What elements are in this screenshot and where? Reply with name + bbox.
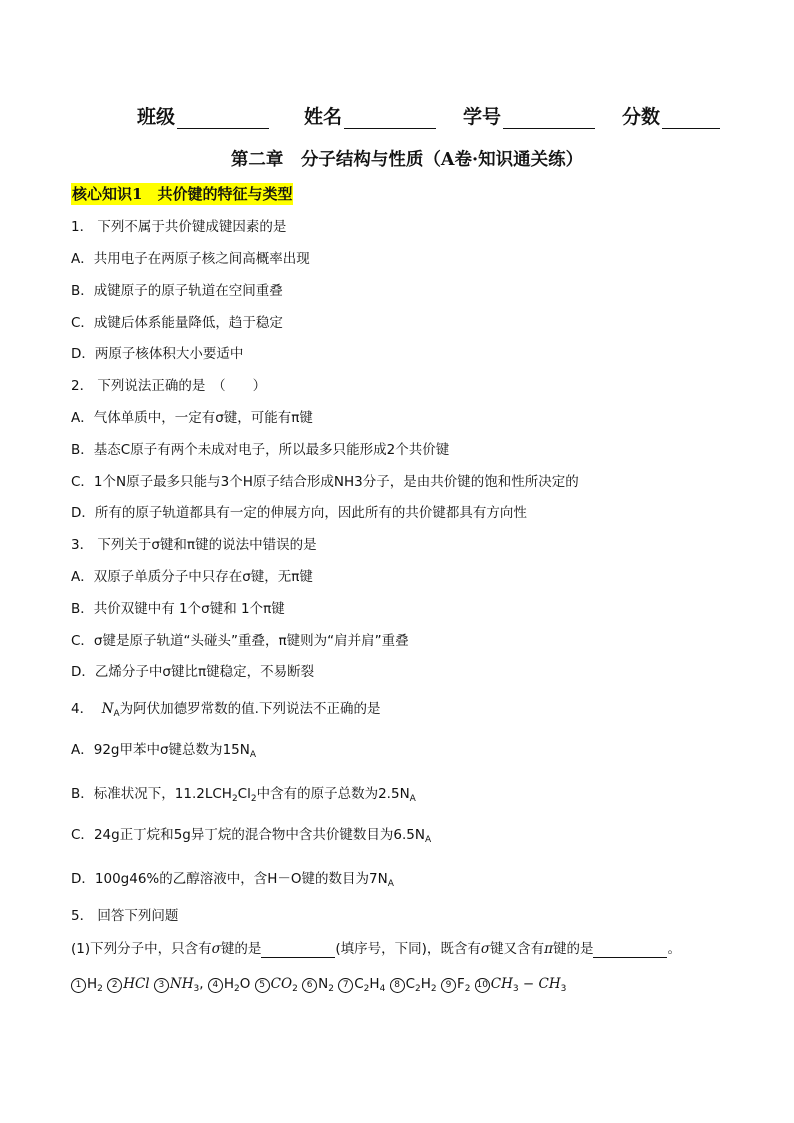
name-field [304, 102, 436, 129]
q1-option-a: A．共用电子在两原子核之间高概率出现 [71, 251, 310, 267]
molecule-f2: F [456, 976, 465, 992]
q4-option-a [71, 741, 256, 764]
pi-symbol: π [544, 941, 553, 957]
na-subscript: A [249, 750, 257, 760]
name-blank[interactable] [344, 108, 436, 129]
score-field [622, 102, 720, 129]
student-id-blank[interactable] [503, 108, 595, 129]
part-text: 键的是 [552, 941, 594, 957]
na-symbol: N [101, 701, 114, 717]
molecule-co2: CO [270, 976, 293, 992]
q4-option-b [71, 785, 416, 808]
option-text: 异丁烷的混合物中含共价键数目为 [190, 827, 394, 843]
q5-part1 [71, 940, 681, 958]
q1-option-d: D．两原子核体积大小要适中 [71, 346, 244, 362]
molecule-h2o: H [223, 976, 234, 992]
na-subscript: A [409, 794, 416, 804]
class-blank[interactable] [177, 108, 269, 129]
option-letter: A． [71, 742, 94, 758]
score-blank[interactable] [662, 108, 720, 129]
q2-option-c: C．1个N原子最多只能与3个H原子结合形成NH3分子，是由共价键的饱和性所决定的 [71, 474, 579, 490]
chlorine-symbol: Cl [237, 786, 251, 802]
count-value: 6.5N [393, 827, 425, 843]
volume-formula: 11.2LCH [174, 786, 232, 802]
answer-blank-1[interactable] [261, 943, 335, 958]
option-text: 的乙醇溶液中，含H－O键的数目为 [159, 871, 370, 887]
mass-value: 5g [173, 827, 191, 843]
answer-blank-2[interactable] [593, 943, 667, 958]
molecule-c2h2: C [405, 976, 416, 992]
section-heading: 核心知识1 共价键的特征与类型 [72, 185, 293, 203]
option-text: 甲苯中σ键总数为 [119, 742, 223, 758]
molecule-n2: N [318, 976, 329, 992]
q2-option-a: A．气体单质中，一定有σ键，可能有π键 [71, 410, 313, 426]
count-value: 7N [369, 871, 388, 887]
circled-number: 5 [255, 978, 270, 993]
mass-value: 24g [93, 827, 120, 843]
circled-number: 10 [475, 978, 490, 993]
molecule-h2: H [87, 976, 98, 992]
option-text: B．标准状况下， [71, 786, 175, 802]
part-text: (1)下列分子中，只含有 [71, 941, 212, 957]
part-text: 键的是 [220, 941, 262, 957]
class-field [137, 102, 269, 129]
q3-stem: 3． 下列关于σ键和π键的说法中错误的是 [71, 537, 317, 553]
q4-stem-text: 为阿伏加德罗常数的值.下列说法不正确的是 [119, 701, 381, 717]
molecule-ethane: CH [490, 976, 513, 992]
part-text: 键又含有 [490, 941, 545, 957]
molecule-hcl: HCl [123, 976, 150, 992]
circled-number: 9 [441, 978, 456, 993]
q3-option-d: D．乙烯分子中σ键比π键稳定，不易断裂 [71, 664, 315, 680]
q2-option-b: B．基态C原子有两个未成对电子，所以最多只能形成2个共价键 [71, 442, 450, 458]
circled-number: 8 [390, 978, 405, 993]
subscript-2: 2 [250, 794, 257, 804]
na-subscript: A [424, 835, 432, 845]
molecule-nh3: NH [169, 976, 194, 992]
sigma-symbol: σ [480, 941, 491, 957]
q2-option-d: D．所有的原子轨道都具有一定的伸展方向，因此所有的共价键都具有方向性 [71, 505, 527, 521]
q1-option-b: B．成键原子的原子轨道在空间重叠 [71, 283, 283, 299]
na-subscript: A [113, 709, 120, 719]
student-info-line [0, 102, 794, 132]
count-value: 2.5N [378, 786, 410, 802]
q1-option-c: C．成键后体系能量降低，趋于稳定 [71, 315, 283, 331]
student-id-field [463, 102, 595, 129]
q3-option-b: B．共价双键中有 1个σ键和 1个π键 [71, 601, 285, 617]
sigma-symbol: σ [211, 941, 221, 957]
q4-option-d [71, 870, 394, 893]
name-label: 姓名 [304, 106, 343, 128]
subscript-2: 2 [231, 794, 238, 804]
mass-value: 92g [93, 742, 120, 758]
molecule-c2h4: C [354, 976, 364, 992]
option-letter: D． [71, 871, 95, 887]
q4-stem [71, 700, 380, 723]
part-text: (填序号，下同)，既含有 [335, 941, 481, 957]
q1-stem: 1． 下列不属于共价键成键因素的是 [71, 219, 287, 235]
circled-number: 6 [302, 978, 317, 993]
q3-option-a: A．双原子单质分子中只存在σ键，无π键 [71, 569, 313, 585]
circled-number: 4 [208, 978, 223, 993]
q3-option-c: C．σ键是原子轨道“头碰头”重叠，π键则为“肩并肩”重叠 [71, 633, 409, 649]
option-letter: C． [71, 827, 94, 843]
class-label: 班级 [137, 106, 176, 128]
q2-stem: 2． 下列说法正确的是 （ ） [71, 378, 267, 394]
circled-number: 1 [71, 978, 86, 993]
na-subscript: A [387, 879, 394, 889]
period-mark: 。 [667, 941, 681, 957]
score-label: 分数 [622, 106, 661, 128]
solution-value: 100g46% [94, 871, 160, 887]
circled-number: 7 [338, 978, 353, 993]
q4-number: 4． [71, 701, 94, 717]
circled-number: 3 [154, 978, 169, 993]
q4-option-c [71, 826, 431, 849]
q5-stem: 5． 回答下列问题 [71, 908, 179, 924]
q5-molecule-list: 1 $H_2$ 2 HCl 3 $NH_3$, 4 $H_2O$ 5 $CO_2$ 6 $N_2$ 7 $C_2H_4$ 8 $C_2H_2$ 9 $F_2$ 10 $CH_3 - CH_3$ [71, 975, 566, 998]
circled-number: 2 [107, 978, 122, 993]
student-id-label: 学号 [463, 106, 502, 128]
count-value: 15N [222, 742, 250, 758]
page-title: 第二章 分子结构与性质（A卷·知识通关练） [230, 150, 584, 170]
option-text: 正丁烷和 [119, 827, 174, 843]
option-text: 中含有的原子总数为 [256, 786, 379, 802]
